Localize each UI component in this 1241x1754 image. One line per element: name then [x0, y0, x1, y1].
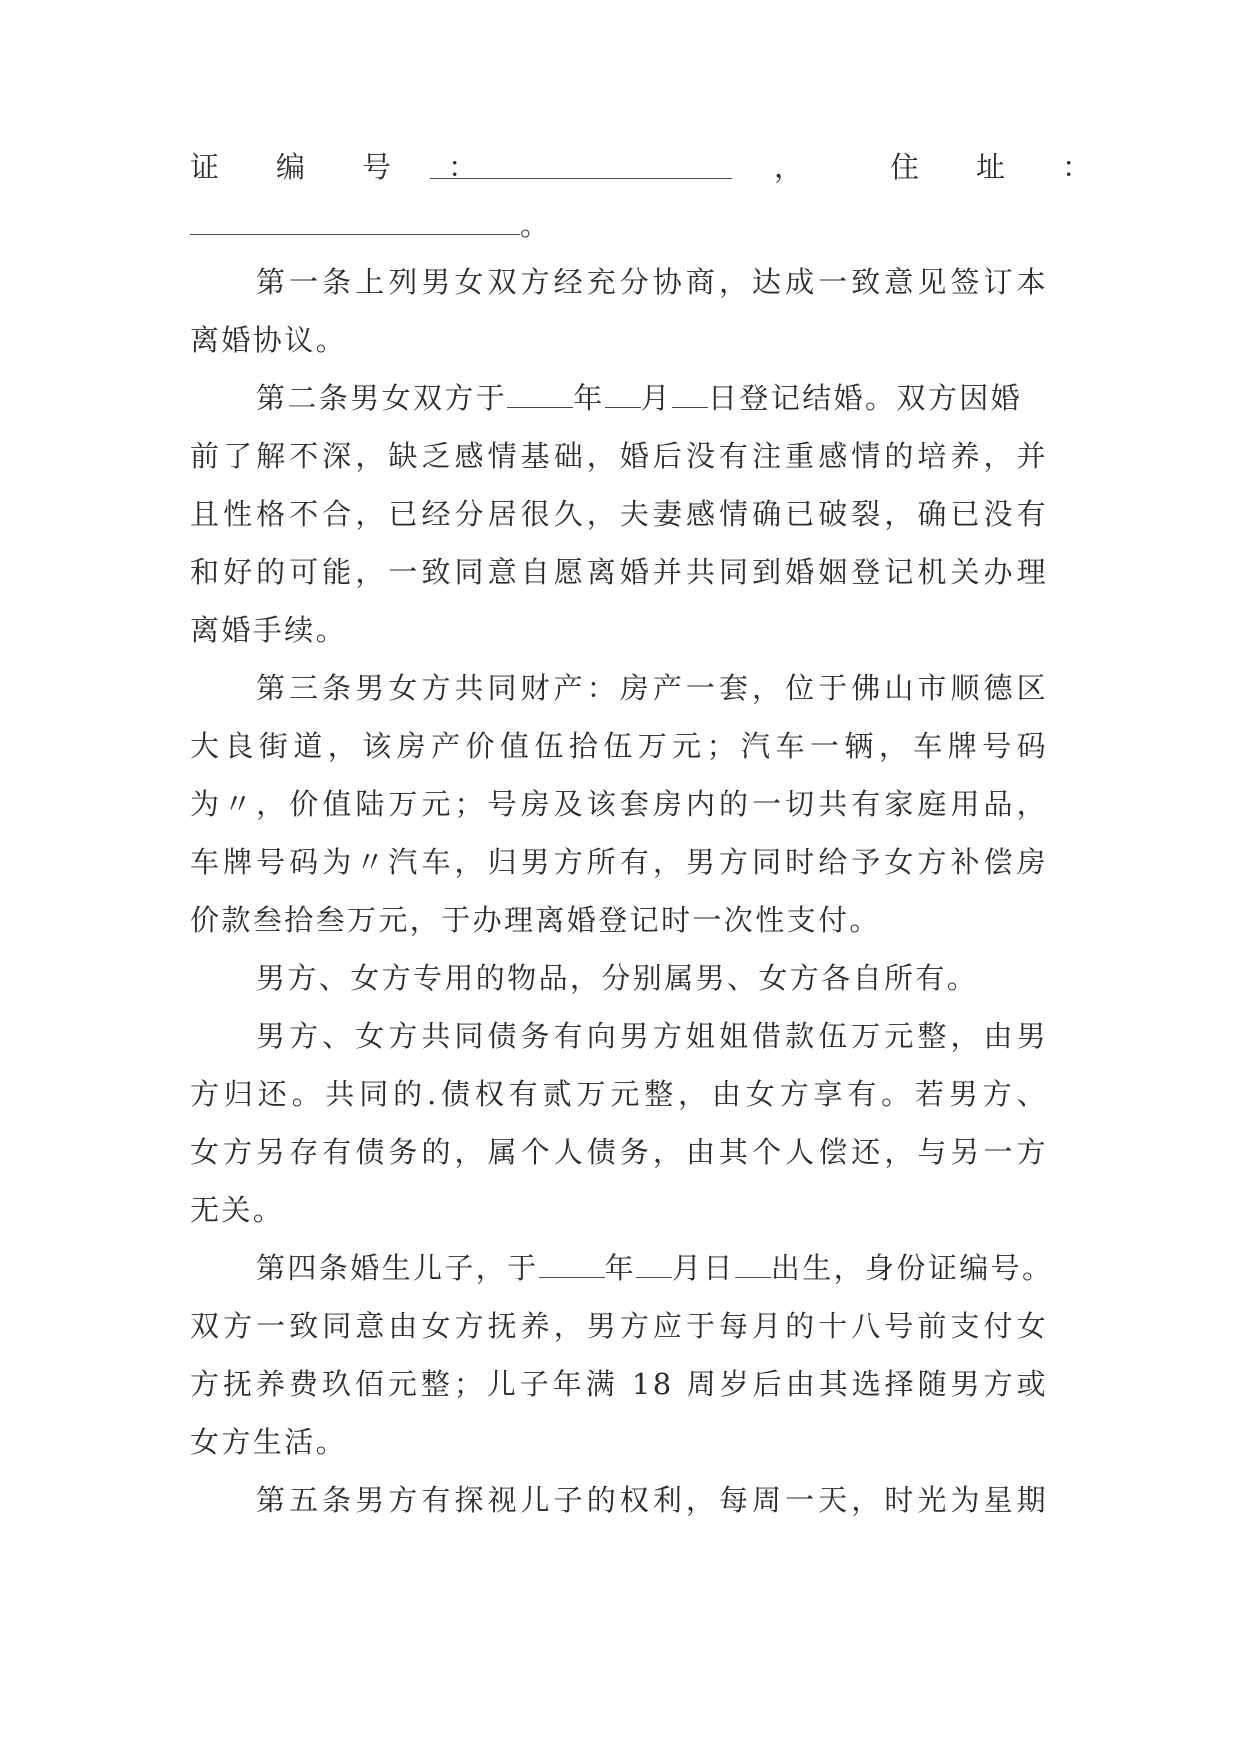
clause-4-prefix: 第四条婚生儿子，于	[256, 1251, 539, 1285]
birth-month-day-label: 月日	[672, 1251, 735, 1285]
clause-1-line-1: 第一条上列男女双方经充分协商，达成一致意见签订本	[256, 265, 1048, 299]
birth-day-blank	[735, 1245, 771, 1278]
address-line	[190, 196, 1048, 254]
clause-4-line-4: 女方生活。	[190, 1425, 348, 1459]
id-address-line	[190, 138, 1106, 196]
debts-line-3: 女方另存有债务的，属个人债务，由其个人偿还，与另一方	[190, 1135, 1048, 1169]
clause-3-line-5: 价款叁拾叁万元，于办理离婚登记时一次性支付。	[190, 903, 881, 937]
clause-2-line-1	[190, 369, 1048, 427]
clause-3-line-3: 为〃，价值陆万元；号房及该套房内的一切共有家庭用品，	[190, 787, 1048, 821]
clause-3-line-2: 大良街道，该房产价值伍拾伍万元；汽车一辆，车牌号码	[190, 729, 1048, 763]
address-blank	[190, 202, 520, 235]
marriage-month-blank	[605, 375, 641, 408]
personal-items-line: 男方、女方专用的物品，分别属男、女方各自所有。	[256, 961, 979, 995]
clause-4-line-1	[190, 1239, 1054, 1297]
clause-2-suffix: 日登记结婚。双方因婚	[708, 381, 1023, 415]
clause-2-line-2: 前了解不深，缺乏感情基础，婚后没有注重感情的培养，并	[190, 439, 1048, 473]
address-line-end: 。	[520, 208, 552, 242]
clause-5-line-1: 第五条男方有探视儿子的权利，每周一天，时光为星期	[256, 1483, 1048, 1517]
birth-month-blank	[636, 1245, 672, 1278]
birth-year-blank	[539, 1245, 605, 1278]
id-number-blank	[430, 146, 732, 179]
marriage-day-blank	[672, 375, 708, 408]
month-label: 月	[640, 381, 673, 415]
comma-separator: ，	[774, 150, 806, 184]
debts-line-1: 男方、女方共同债务有向男方姐姐借款伍万元整，由男	[256, 1019, 1048, 1053]
clause-2-line-4: 和好的可能，一致同意自愿离婚并共同到婚姻登记机关办理	[190, 555, 1048, 589]
clause-4-line-2: 双方一致同意由女方抚养，男方应于每月的十八号前支付女	[190, 1309, 1048, 1343]
clause-3-line-4: 车牌号码为〃汽车，归男方所有，男方同时给予女方补偿房	[190, 845, 1048, 879]
clause-2-line-5: 离婚手续。	[190, 613, 348, 647]
address-label: 住 址 ：	[890, 150, 1106, 184]
year-label: 年	[573, 381, 605, 415]
clause-4-line-3: 方抚养费玖佰元整；儿子年满 18 周岁后由其选择随男方或	[190, 1367, 1048, 1401]
agreement-body	[190, 253, 1054, 1529]
id-number-label: 证 编 号 ：	[190, 150, 492, 184]
birth-year-label: 年	[604, 1251, 637, 1285]
clause-4-suffix: 出生，身份证编号。	[770, 1251, 1054, 1285]
clause-2-line-3: 且性格不合，已经分居很久，夫妻感情确已破裂，确已没有	[190, 497, 1048, 531]
header-section	[190, 138, 1106, 254]
debts-line-4: 无关。	[190, 1193, 285, 1227]
marriage-year-blank	[507, 375, 573, 408]
debts-line-2: 方归还。共同的.债权有贰万元整，由女方享有。若男方、	[190, 1077, 1048, 1111]
clause-3-line-1: 第三条男女方共同财产：房产一套，位于佛山市顺德区	[256, 671, 1048, 705]
clause-2-prefix: 第二条男女双方于	[256, 381, 508, 415]
clause-1-line-2: 离婚协议。	[190, 323, 348, 357]
